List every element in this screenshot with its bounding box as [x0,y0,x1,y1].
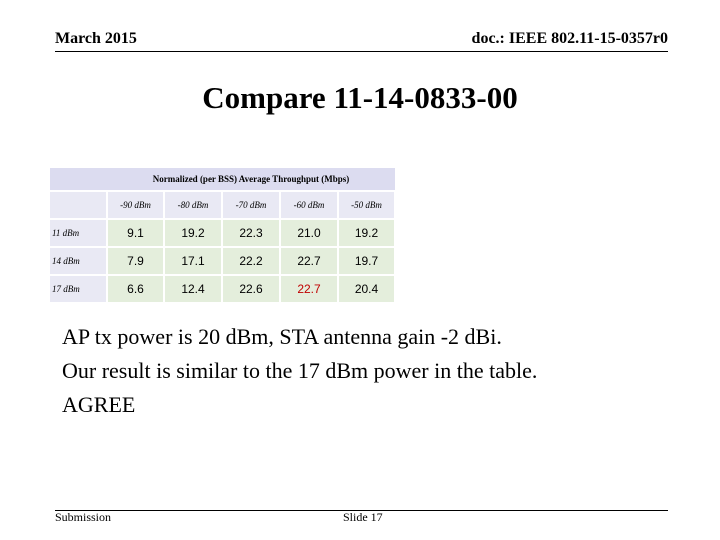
body-text [62,320,702,422]
table-row [50,247,395,275]
body-line: AP tx power is 20 dBm, STA antenna gain -2 dBi. [62,324,502,349]
table-row [50,275,395,303]
table-cell: 19.2 [338,219,395,247]
column-header: -60 dBm [280,191,338,219]
table-corner-cell [50,191,107,219]
table-caption: Normalized (per BSS) Average Throughput (Mbps) [107,168,395,191]
header-divider [55,51,668,52]
table-cell: 6.6 [107,275,164,303]
table-cell: 22.6 [222,275,280,303]
slide-title: Compare 11-14-0833-00 [202,80,518,115]
table-header-row [50,191,395,219]
column-header: -50 dBm [338,191,395,219]
header-date: March 2015 [55,30,137,47]
table-cell: 22.7 [280,247,338,275]
body-line: AGREE [62,392,136,417]
body-line: Our result is similar to the 17 dBm power in the table. [62,358,538,383]
table-cell: 17.1 [164,247,222,275]
footer-slide-number: Slide 17 [343,510,383,524]
table-cell: 22.3 [222,219,280,247]
footer-submission: Submission [55,510,112,524]
header-doc-id: doc.: IEEE 802.11-15-0357r0 [471,30,668,47]
table-cell: 21.0 [280,219,338,247]
throughput-table [50,168,396,304]
column-header: -90 dBm [107,191,164,219]
table-cell: 19.7 [338,247,395,275]
table-cell: 12.4 [164,275,222,303]
table-caption-row [50,168,395,191]
column-header: -80 dBm [164,191,222,219]
table-cell: 9.1 [107,219,164,247]
table-cell-highlighted: 22.7 [280,275,338,303]
table-row [50,219,395,247]
column-header: -70 dBm [222,191,280,219]
row-header: 14 dBm [50,247,107,275]
row-header: 17 dBm [50,275,107,303]
table-cell: 22.2 [222,247,280,275]
table-cell: 19.2 [164,219,222,247]
table-caption-blank [50,168,107,191]
row-header: 11 dBm [50,219,107,247]
table-cell: 20.4 [338,275,395,303]
table-cell: 7.9 [107,247,164,275]
